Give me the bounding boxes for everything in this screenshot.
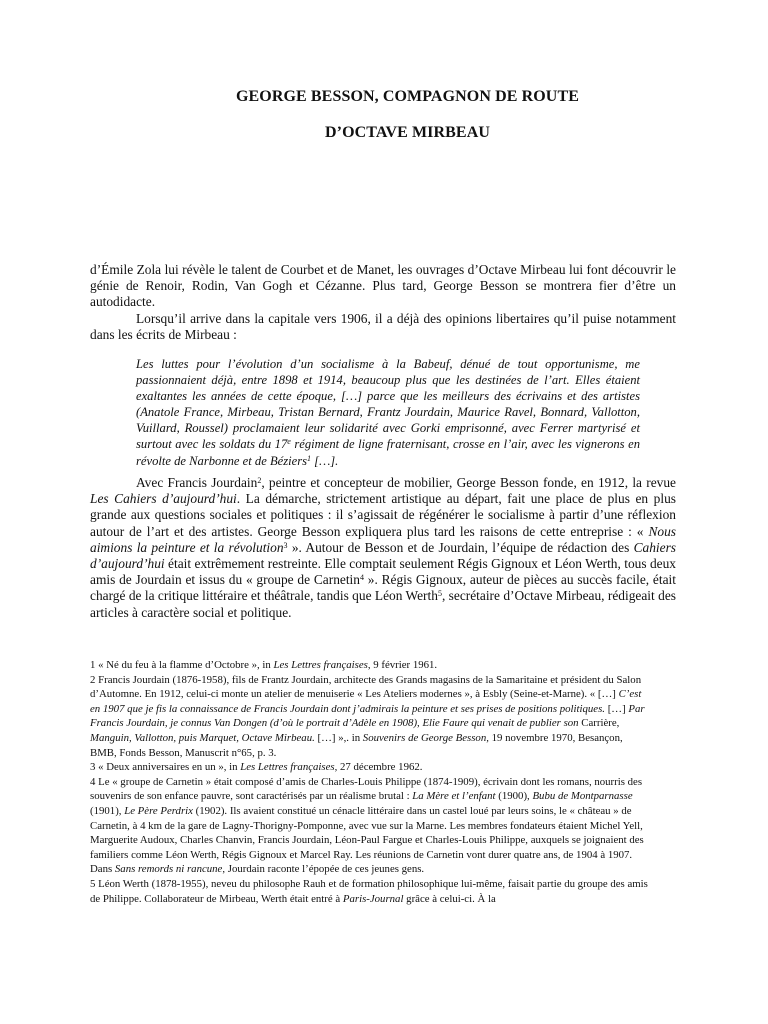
inline-quote: Nous aimions la peinture et la révolution (90, 523, 676, 555)
footnote-text: 19 novembre 1970, Besançon, BMB, Fonds Besson, Manuscrit n°65, p. 3. (90, 731, 623, 759)
footnote-text: « Né du feu à la flamme d’Octobre », in (95, 659, 274, 671)
footnote-italic: Les Lettres françaises, (240, 761, 338, 774)
quote-text-3: […]. (311, 453, 339, 468)
footnote-italic: C’est en 1907 que je fis la connaissance de Francis Jourdain dont j’admirais la peinture et ses prises de positions politiques. (90, 688, 642, 715)
footnote-number: 2 (90, 673, 96, 686)
footnotes (90, 658, 650, 906)
footnote-text: Le « groupe de Carnetin » était composé d’amis de Charles-Louis Philippe (1874-1909), écrivain dont les romans, nourris des souvenirs de son enfance pauvre, sont caractérisés par un réalisme brutal : (90, 775, 643, 803)
footnote-text: (1901), (90, 804, 125, 817)
para3-text-e: était extrêmement restreinte. Elle comptait seulement Régis Gignoux et Léon Werth, tous deux amis de Jourdain et issus du « groupe de Carnetin (90, 556, 676, 588)
footnote-number: 3 (90, 761, 96, 774)
footnote-number: 5 (90, 877, 96, 890)
footnote-text: , 9 février 1961. (367, 659, 438, 671)
article-title-line-1: GEORGE BESSON, COMPAGNON DE ROUTE (235, 88, 580, 105)
footnote-text: 27 décembre 1962. (337, 761, 423, 774)
footnote-italic: Les Lettres françaises (273, 659, 368, 671)
paragraph-3 (90, 475, 676, 621)
para3-text-f: ». Régis Gignoux, auteur de pièces au succès facile, était chargé de la critique littéraire et théâtrale, tandis que Léon Werth (90, 572, 676, 604)
journal-title-2: Cahiers d’aujourd’hui (90, 539, 676, 572)
para3-text-c: . La démarche, strictement artistique au départ, fait une place de plus en plus grande aux questions sociales et politiques : il s’agissait de régénérer le socialisme à partir d’une réflexion autour de l’art et des artistes. George Besson expliquera plus tard les raisons de cette entreprise : « (90, 491, 676, 539)
footnote-text: […] (605, 702, 629, 715)
journal-title: Les Cahiers d’aujourd’hui (90, 491, 237, 507)
footnote-number: 1 (90, 659, 96, 671)
body-text-upper (90, 262, 676, 343)
footnote-text: « Deux anniversaires en un », in (95, 761, 241, 774)
footnote-5 (90, 877, 650, 906)
footnote-text: Léon Werth (1878-1955), neveu du philosophe Rauh et de formation philosophique lui-même, faisait partie du groupe des amis de Philippe. Collaborateur de Mirbeau, Werth était entré à (90, 877, 648, 905)
footnote-italic: Paris-Journal (342, 892, 404, 905)
footnote-italic: Par Francis Jourdain, je connus Van Dongen (d’où le portrait d’Adèle en 1908), Elie Faure qui venait de publier son (90, 702, 645, 730)
footnote-ref-5: 5 (437, 589, 442, 599)
footnote-italic: Souvenirs de George Besson, (362, 731, 489, 744)
paragraph-1: d’Émile Zola lui révèle le talent de Courbet et de Manet, les ouvrages d’Octave Mirbeau lui font découvrir le génie de Renoir, Rodin, Van Gogh et Cézanne. Plus tard, George Besson se montrera fier d’être un autodidacte. (90, 262, 676, 310)
footnote-ref-4: 4 (359, 573, 364, 583)
para3-text-g: , secrétaire d’Octave Mirbeau, rédigeait des articles à caractère social et politique. (90, 588, 676, 620)
footnote-text: (1902). Ils avaient constitué un cénacle littéraire dans un castel loué par leurs soins, le « château » de Carnetin, à 4 km de la gare de Lagny-Thorigny-Pomponne, avec vue sur la Marne. Les membres fondateurs étaient Michel Yell, Marguerite Audoux, Charles Chanvin, Francis Jourdain, Léon-Paul Fargue et Charles-Louis Philippe, auxquels se joignaient des familiers comme Léon Werth, Régis Gignoux et Marcel Ray. Les réunions de Carnetin vont durer quatre ans, de 1904 à 1907. Dans (90, 804, 644, 876)
footnote-text: […] »,. in (314, 731, 363, 744)
footnote-text: grâce à celui-ci. À la (403, 892, 496, 905)
footnote-4 (90, 775, 650, 877)
footnote-italic: Le Père Perdrix (124, 804, 193, 817)
footnote-italic: Sans remords ni rancune (114, 863, 223, 876)
footnote-text: , Jourdain raconte l’épopée de ces jeunes gens. (222, 863, 425, 876)
ordinal-superscript: e (287, 437, 291, 447)
footnote-italic: La Mère et l’enfant (412, 790, 496, 803)
paragraph-2: Lorsqu’il arrive dans la capitale vers 1906, il a déjà des opinions libertaires qu’il puise notamment dans les écrits de Mirbeau : (90, 310, 676, 342)
body-text-lower (90, 475, 676, 621)
para3-text-d: ». Autour de Besson et de Jourdain, l’équipe de rédaction des (287, 539, 634, 555)
footnote-text: Carrière, (578, 717, 620, 730)
article-title-line-2: D’OCTAVE MIRBEAU (324, 124, 491, 141)
quote-text-1: Les luttes pour l’évolution d’un socialisme à la Babeuf, dénué de tout opportunisme, me passionnaient déjà, entre 1898 et 1914, beaucoup plus que les destinées de l’art. Elles étaient exaltantes les années de cette époque, […] parce que les meilleurs des écrivains et des artistes (Anatole France, Mirbeau, Tristan Bernard, Frantz Jourdain, Maurice Ravel, Bonnard, Vallotton, Vuillard, Roussel) proclamaient leur solidarité avec Gorki emprisonné, avec Ferrer martyrisé et surtout avec les soldats du 17 (136, 357, 640, 452)
para3-text-b: , peintre et concepteur de mobilier, George Besson fonde, en 1912, la revue (261, 475, 676, 490)
para3-text-a: Avec Francis Jourdain (136, 475, 258, 490)
footnote-ref-3: 3 (283, 540, 288, 550)
block-quote (136, 356, 640, 469)
footnote-italic: Manguin, Vallotton, puis Marquet, Octave Mirbeau. (90, 731, 315, 744)
footnote-ref-1: 1 (307, 453, 312, 463)
footnote-number: 4 (90, 775, 96, 788)
footnote-3 (90, 760, 650, 775)
footnote-1 (90, 658, 650, 673)
footnote-ref-2: 2 (257, 476, 262, 485)
footnote-text: Francis Jourdain (1876-1958), fils de Frantz Jourdain, architecte des Grands magasins de la Samaritaine et président du Salon d’Automne. En 1912, celui-ci monte un atelier de menuiserie « Les Ateliers modernes », à Esbly (Seine-et-Marne). « […] (90, 673, 642, 701)
quote-text-2: régiment de ligne fraternisant, crosse en l’air, avec les vignerons en révolte de Narbonne et de Béziers (136, 437, 640, 468)
footnote-2 (90, 673, 650, 761)
footnote-text: (1900), (495, 790, 533, 803)
footnote-italic: Bubu de Montparnasse (532, 790, 633, 803)
